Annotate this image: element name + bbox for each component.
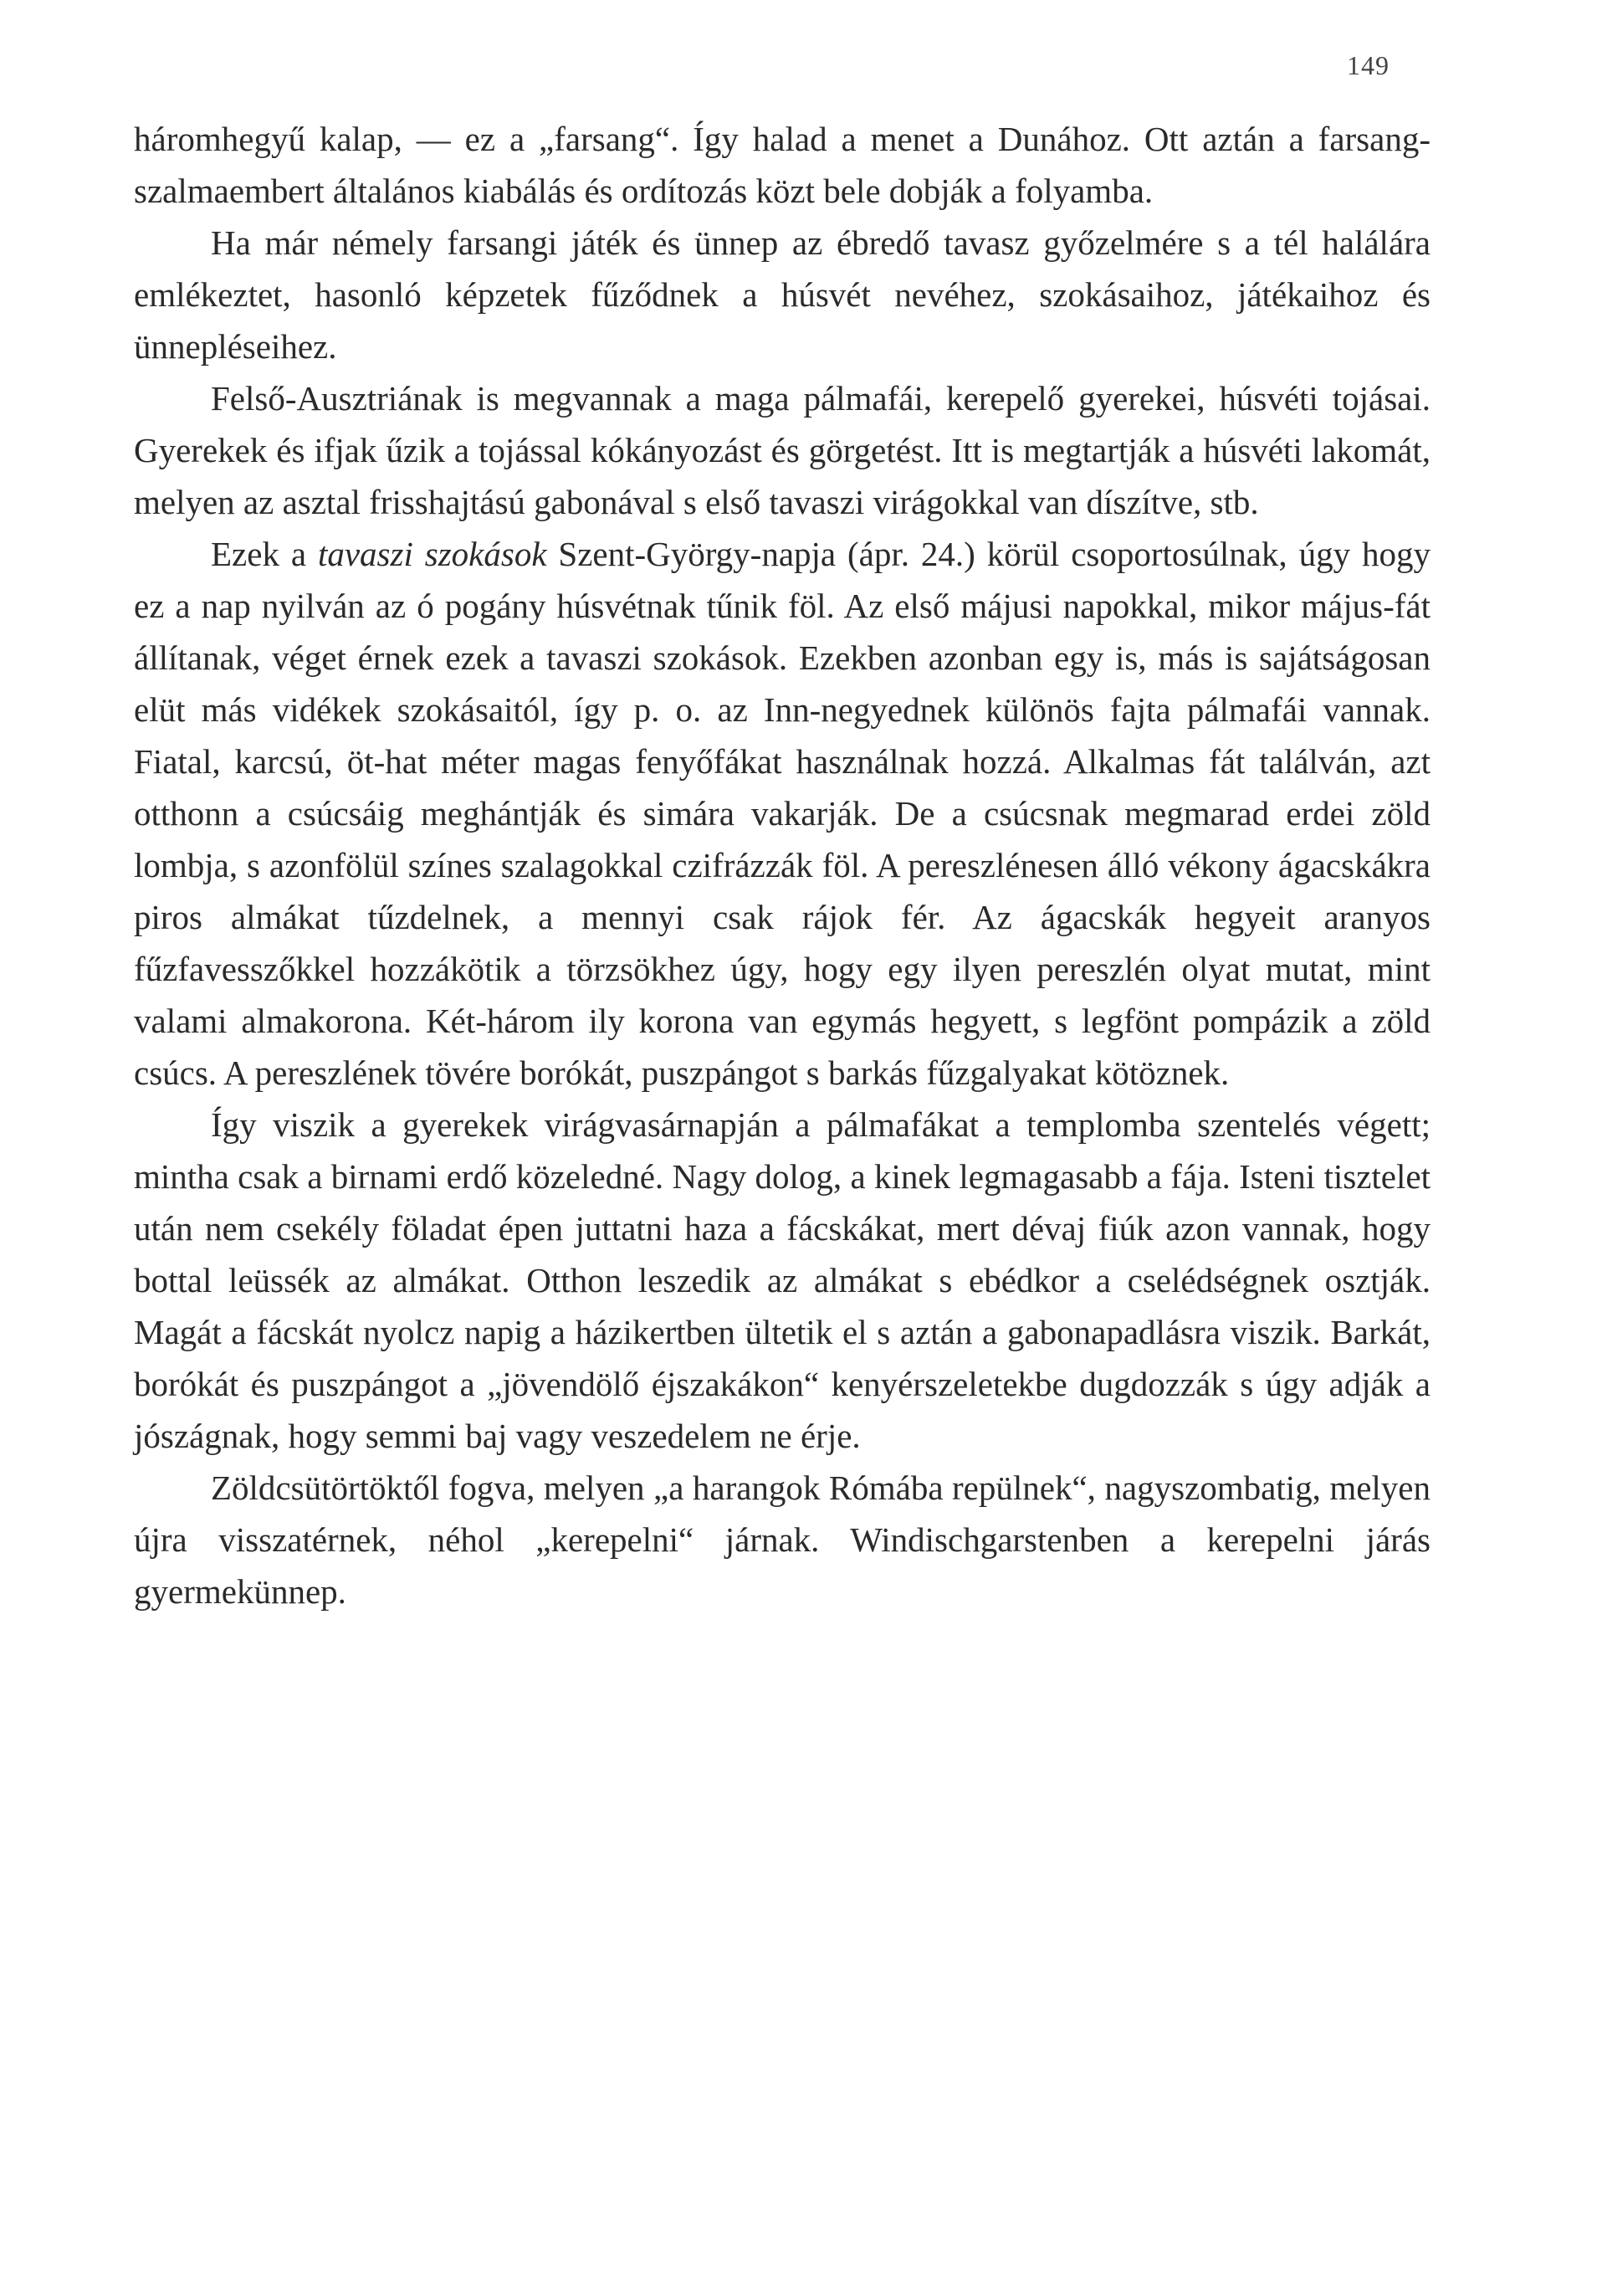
paragraph-4-lead: Ezek a: [211, 535, 318, 573]
paragraph-5: Így viszik a gyerekek virágvasárnapján a pálmafákat a templomba szentelés végett; mintha csak a birnami erdő közeledné. Nagy dolog, a kinek legmagasabb a fája. Isteni tisztelet után nem csekély föladat épen juttatni haza a fácskákat, mert dévaj fiúk azon vannak, hogy bottal leüssék az almákat. Otthon leszedik az almákat s ebédkor a cselédségnek osztják. Magát a fácskát nyolcz napig a házikertben ültetik el s aztán a gabonapadlásra viszik. Barkát, borókát és puszpángot a „jövendölő éjszakákon“ kenyérszeletekbe dugdozzák s úgy adják a jószágnak, hogy semmi baj vagy veszedelem ne érje.: [134, 1105, 1431, 1455]
paragraph-4-italic-term: tavaszi szokások: [317, 535, 547, 573]
paragraph-4-rest: Szent-György-napja (ápr. 24.) körül csoportosúlnak, úgy hogy ez a nap nyilván az ó pogány húsvétnak tűnik föl. Az első májusi napokkal, mikor május-fát állítanak, véget érnek ezek a tavaszi szokások. Ezekben azonban egy is, más is sajátságosan elüt más vidékek szokásaitól, így p. o. az Inn-negyednek különös fajta pálmafái vannak. Fiatal, karcsú, öt-hat méter magas fenyőfákat használnak hozzá. Alkalmas fát találván, azt otthonn a csúcsáig meghántják és simára vakarják. De a csúcsnak megmarad erdei zöld lombja, s azonfölül színes szalagokkal czifrázzák föl. A pereszlénesen álló vékony ágacskákra piros almákat tűzdelnek, a mennyi csak rájok fér. Az ágacskák hegyeit aranyos fűzfavesszőkkel hozzákötik a törzsökhez úgy, hogy egy ilyen pereszlén olyat mutat, mint valami almakorona. Két-három ily korona van egymás hegyett, s legfönt pompázik a zöld csúcs. A pereszlének tövére borókát, puszpángot s barkás fűzgalyakat kötöznek.: [134, 535, 1431, 1092]
paragraph-1: háromhegyű kalap, — ez a „farsang“. Így halad a menet a Dunához. Ott aztán a farsang-szalmaembert általános kiabálás és ordítozás közt bele dobják a folyamba.: [134, 120, 1431, 210]
page-number: 149: [1347, 50, 1390, 80]
paragraph-3: Felső-Ausztriának is megvannak a maga pálmafái, kerepelő gyerekei, húsvéti tojásai. Gyerekek és ifjak űzik a tojással kókányozást és görgetést. Itt is megtartják a húsvéti lakomát, melyen az asztal frisshajtású gabonával s első tavaszi virágokkal van díszítve, stb.: [134, 379, 1431, 521]
body-text: [134, 113, 1431, 1617]
paragraph-6: Zöldcsütörtöktől fogva, melyen „a harangok Rómába repülnek“, nagyszombatig, melyen újra visszatérnek, néhol „kerepelni“ járnak. Windischgarstenben a kerepelni járás gyermekünnep.: [134, 1468, 1431, 1611]
paragraph-4: [134, 528, 1431, 1099]
paragraph-2: Ha már némely farsangi játék és ünnep az ébredő tavasz győzelmére s a tél halálára emlékeztet, hasonló képzetek fűződnek a húsvét nevéhez, szokásaihoz, játékaihoz és ünnepléseihez.: [134, 223, 1431, 366]
